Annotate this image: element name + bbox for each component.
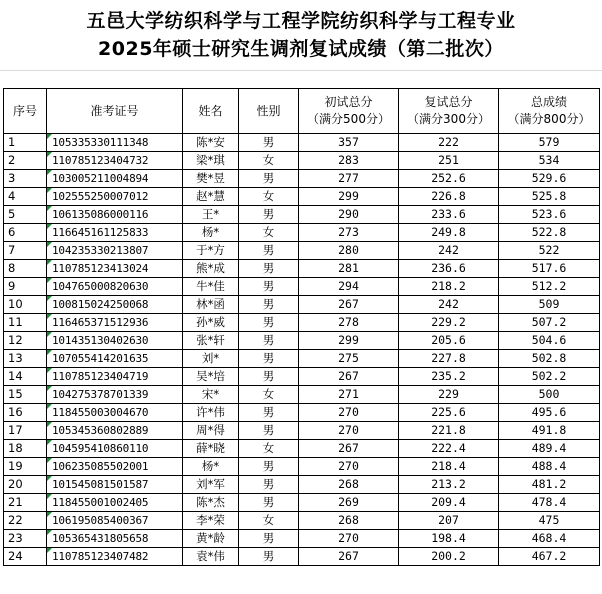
cell-exam-id: 104275378701339 (47, 386, 183, 404)
table-header-row (4, 89, 600, 134)
cell-initial-score: 269 (299, 494, 399, 512)
cell-exam-id: 118455003004670 (47, 404, 183, 422)
table-row (4, 422, 600, 440)
cell-total-score: 481.2 (499, 476, 600, 494)
table-row (4, 260, 600, 278)
cell-retest-score: 242 (399, 296, 499, 314)
cell-gender: 男 (239, 422, 299, 440)
cell-exam-id: 101435130402630 (47, 332, 183, 350)
table-row (4, 224, 600, 242)
cell-retest-score: 222.4 (399, 440, 499, 458)
cell-initial-score: 294 (299, 278, 399, 296)
cell-initial-score: 277 (299, 170, 399, 188)
cell-seq: 12 (4, 332, 47, 350)
cell-total-score: 500 (499, 386, 600, 404)
header-name: 姓名 (183, 89, 239, 134)
cell-seq: 5 (4, 206, 47, 224)
cell-exam-id: 110785123404719 (47, 368, 183, 386)
cell-retest-score: 252.6 (399, 170, 499, 188)
cell-initial-score: 267 (299, 440, 399, 458)
cell-exam-id: 103005211004894 (47, 170, 183, 188)
cell-exam-id: 110785123413024 (47, 260, 183, 278)
cell-retest-score: 227.8 (399, 350, 499, 368)
table-row (4, 494, 600, 512)
cell-seq: 7 (4, 242, 47, 260)
table-row (4, 476, 600, 494)
table-row (4, 242, 600, 260)
cell-total-score: 517.6 (499, 260, 600, 278)
cell-gender: 女 (239, 224, 299, 242)
cell-retest-score: 221.8 (399, 422, 499, 440)
cell-gender: 男 (239, 458, 299, 476)
cell-name: 李*荣 (183, 512, 239, 530)
cell-retest-score: 229.2 (399, 314, 499, 332)
cell-gender: 男 (239, 314, 299, 332)
header-initial-score (299, 89, 399, 134)
cell-exam-id: 104235330213807 (47, 242, 183, 260)
cell-seq: 6 (4, 224, 47, 242)
cell-total-score: 502.8 (499, 350, 600, 368)
cell-retest-score: 242 (399, 242, 499, 260)
cell-gender: 女 (239, 152, 299, 170)
cell-total-score: 495.6 (499, 404, 600, 422)
cell-name: 黄*龄 (183, 530, 239, 548)
cell-initial-score: 267 (299, 296, 399, 314)
cell-exam-id: 107055414201635 (47, 350, 183, 368)
cell-exam-id: 104595410860110 (47, 440, 183, 458)
cell-initial-score: 278 (299, 314, 399, 332)
cell-name: 林*函 (183, 296, 239, 314)
cell-exam-id: 116645161125833 (47, 224, 183, 242)
cell-name: 杨* (183, 458, 239, 476)
cell-gender: 男 (239, 548, 299, 566)
cell-total-score: 468.4 (499, 530, 600, 548)
cell-exam-id: 101545081501587 (47, 476, 183, 494)
cell-retest-score: 209.4 (399, 494, 499, 512)
cell-total-score: 467.2 (499, 548, 600, 566)
cell-total-score: 534 (499, 152, 600, 170)
cell-name: 孙*威 (183, 314, 239, 332)
cell-seq: 19 (4, 458, 47, 476)
table-row (4, 206, 600, 224)
table-row (4, 278, 600, 296)
cell-gender: 男 (239, 404, 299, 422)
cell-gender: 男 (239, 476, 299, 494)
cell-total-score: 502.2 (499, 368, 600, 386)
cell-initial-score: 268 (299, 476, 399, 494)
cell-exam-id: 106195085400367 (47, 512, 183, 530)
cell-name: 陈*安 (183, 134, 239, 152)
cell-initial-score: 267 (299, 548, 399, 566)
cell-retest-score: 207 (399, 512, 499, 530)
cell-name: 于*方 (183, 242, 239, 260)
cell-seq: 21 (4, 494, 47, 512)
cell-seq: 15 (4, 386, 47, 404)
table-row (4, 296, 600, 314)
cell-seq: 10 (4, 296, 47, 314)
blank-sheet-row (0, 70, 602, 89)
document-title-line1: 五邑大学纺织科学与工程学院纺织科学与工程专业 (86, 10, 516, 32)
cell-name: 樊*昱 (183, 170, 239, 188)
cell-name: 牛*佳 (183, 278, 239, 296)
table-row (4, 134, 600, 152)
cell-seq: 14 (4, 368, 47, 386)
scores-table (3, 88, 600, 566)
cell-initial-score: 270 (299, 458, 399, 476)
cell-name: 许*伟 (183, 404, 239, 422)
cell-name: 刘* (183, 350, 239, 368)
table-row (4, 404, 600, 422)
cell-retest-score: 236.6 (399, 260, 499, 278)
cell-initial-score: 299 (299, 188, 399, 206)
header-retest-label: 复试总分 (424, 95, 473, 109)
cell-seq: 13 (4, 350, 47, 368)
cell-seq: 1 (4, 134, 47, 152)
table-row (4, 332, 600, 350)
document-title-line2: 2025年硕士研究生调剂复试成绩（第二批次） (98, 38, 504, 60)
cell-name: 吴*培 (183, 368, 239, 386)
cell-total-score: 489.4 (499, 440, 600, 458)
cell-seq: 8 (4, 260, 47, 278)
cell-exam-id: 104765000820630 (47, 278, 183, 296)
cell-gender: 男 (239, 350, 299, 368)
cell-retest-score: 229 (399, 386, 499, 404)
cell-gender: 男 (239, 278, 299, 296)
cell-name: 梁*琪 (183, 152, 239, 170)
cell-seq: 20 (4, 476, 47, 494)
cell-seq: 18 (4, 440, 47, 458)
cell-gender: 男 (239, 296, 299, 314)
cell-exam-id: 118455001002405 (47, 494, 183, 512)
cell-gender: 女 (239, 512, 299, 530)
table-row (4, 170, 600, 188)
table-row (4, 458, 600, 476)
cell-initial-score: 290 (299, 206, 399, 224)
cell-initial-score: 281 (299, 260, 399, 278)
cell-initial-score: 268 (299, 512, 399, 530)
header-total-label: 总成绩 (530, 95, 567, 109)
cell-total-score: 522.8 (499, 224, 600, 242)
header-retest-score (399, 89, 499, 134)
cell-seq: 23 (4, 530, 47, 548)
header-total-max: （满分800分） (507, 112, 591, 126)
cell-retest-score: 213.2 (399, 476, 499, 494)
cell-initial-score: 280 (299, 242, 399, 260)
cell-seq: 17 (4, 422, 47, 440)
cell-gender: 男 (239, 170, 299, 188)
table-row (4, 440, 600, 458)
cell-name: 袁*伟 (183, 548, 239, 566)
cell-name: 陈*杰 (183, 494, 239, 512)
header-initial-max: （满分500分） (307, 112, 390, 126)
cell-seq: 4 (4, 188, 47, 206)
cell-total-score: 504.6 (499, 332, 600, 350)
cell-total-score: 491.8 (499, 422, 600, 440)
cell-exam-id: 106235085502001 (47, 458, 183, 476)
cell-name: 张*轩 (183, 332, 239, 350)
cell-seq: 22 (4, 512, 47, 530)
cell-retest-score: 222 (399, 134, 499, 152)
cell-seq: 16 (4, 404, 47, 422)
header-gender: 性别 (239, 89, 299, 134)
header-total-score (499, 89, 600, 134)
cell-retest-score: 200.2 (399, 548, 499, 566)
cell-name: 赵*慧 (183, 188, 239, 206)
cell-total-score: 522 (499, 242, 600, 260)
header-retest-max: （满分300分） (407, 112, 490, 126)
cell-initial-score: 270 (299, 530, 399, 548)
cell-initial-score: 271 (299, 386, 399, 404)
cell-retest-score: 225.6 (399, 404, 499, 422)
cell-retest-score: 251 (399, 152, 499, 170)
cell-gender: 男 (239, 368, 299, 386)
cell-exam-id: 105335330111348 (47, 134, 183, 152)
cell-name: 熊*成 (183, 260, 239, 278)
cell-total-score: 579 (499, 134, 600, 152)
cell-total-score: 488.4 (499, 458, 600, 476)
cell-total-score: 529.6 (499, 170, 600, 188)
cell-exam-id: 100815024250068 (47, 296, 183, 314)
cell-gender: 女 (239, 188, 299, 206)
table-row (4, 368, 600, 386)
cell-seq: 3 (4, 170, 47, 188)
table-body (4, 134, 600, 566)
cell-exam-id: 116465371512936 (47, 314, 183, 332)
cell-retest-score: 226.8 (399, 188, 499, 206)
cell-initial-score: 270 (299, 422, 399, 440)
cell-gender: 男 (239, 206, 299, 224)
cell-retest-score: 249.8 (399, 224, 499, 242)
header-exam-id: 准考证号 (47, 89, 183, 134)
cell-exam-id: 105365431805658 (47, 530, 183, 548)
cell-total-score: 509 (499, 296, 600, 314)
cell-retest-score: 218.4 (399, 458, 499, 476)
cell-seq: 24 (4, 548, 47, 566)
cell-initial-score: 275 (299, 350, 399, 368)
cell-retest-score: 233.6 (399, 206, 499, 224)
table-row (4, 314, 600, 332)
cell-exam-id: 102555250007012 (47, 188, 183, 206)
table-row (4, 152, 600, 170)
cell-retest-score: 198.4 (399, 530, 499, 548)
cell-gender: 男 (239, 242, 299, 260)
cell-total-score: 523.6 (499, 206, 600, 224)
cell-name: 王* (183, 206, 239, 224)
cell-initial-score: 283 (299, 152, 399, 170)
cell-exam-id: 110785123407482 (47, 548, 183, 566)
cell-initial-score: 267 (299, 368, 399, 386)
cell-gender: 男 (239, 134, 299, 152)
cell-total-score: 512.2 (499, 278, 600, 296)
cell-total-score: 507.2 (499, 314, 600, 332)
cell-gender: 男 (239, 494, 299, 512)
cell-initial-score: 299 (299, 332, 399, 350)
cell-seq: 11 (4, 314, 47, 332)
cell-retest-score: 235.2 (399, 368, 499, 386)
header-seq: 序号 (4, 89, 47, 134)
cell-name: 宋* (183, 386, 239, 404)
cell-retest-score: 218.2 (399, 278, 499, 296)
table-row (4, 386, 600, 404)
header-initial-label: 初试总分 (324, 95, 373, 109)
cell-name: 薛*晓 (183, 440, 239, 458)
cell-total-score: 475 (499, 512, 600, 530)
cell-name: 周*得 (183, 422, 239, 440)
cell-initial-score: 273 (299, 224, 399, 242)
table-row (4, 530, 600, 548)
cell-exam-id: 105345360802889 (47, 422, 183, 440)
cell-exam-id: 110785123404732 (47, 152, 183, 170)
cell-initial-score: 270 (299, 404, 399, 422)
cell-gender: 男 (239, 260, 299, 278)
cell-gender: 男 (239, 332, 299, 350)
cell-name: 杨* (183, 224, 239, 242)
table-row (4, 350, 600, 368)
cell-seq: 2 (4, 152, 47, 170)
cell-seq: 9 (4, 278, 47, 296)
cell-total-score: 478.4 (499, 494, 600, 512)
cell-gender: 女 (239, 386, 299, 404)
cell-retest-score: 205.6 (399, 332, 499, 350)
cell-gender: 女 (239, 440, 299, 458)
table-row (4, 548, 600, 566)
cell-name: 刘*军 (183, 476, 239, 494)
table-row (4, 512, 600, 530)
cell-initial-score: 357 (299, 134, 399, 152)
table-row (4, 188, 600, 206)
cell-gender: 男 (239, 530, 299, 548)
cell-total-score: 525.8 (499, 188, 600, 206)
cell-exam-id: 106135086000116 (47, 206, 183, 224)
